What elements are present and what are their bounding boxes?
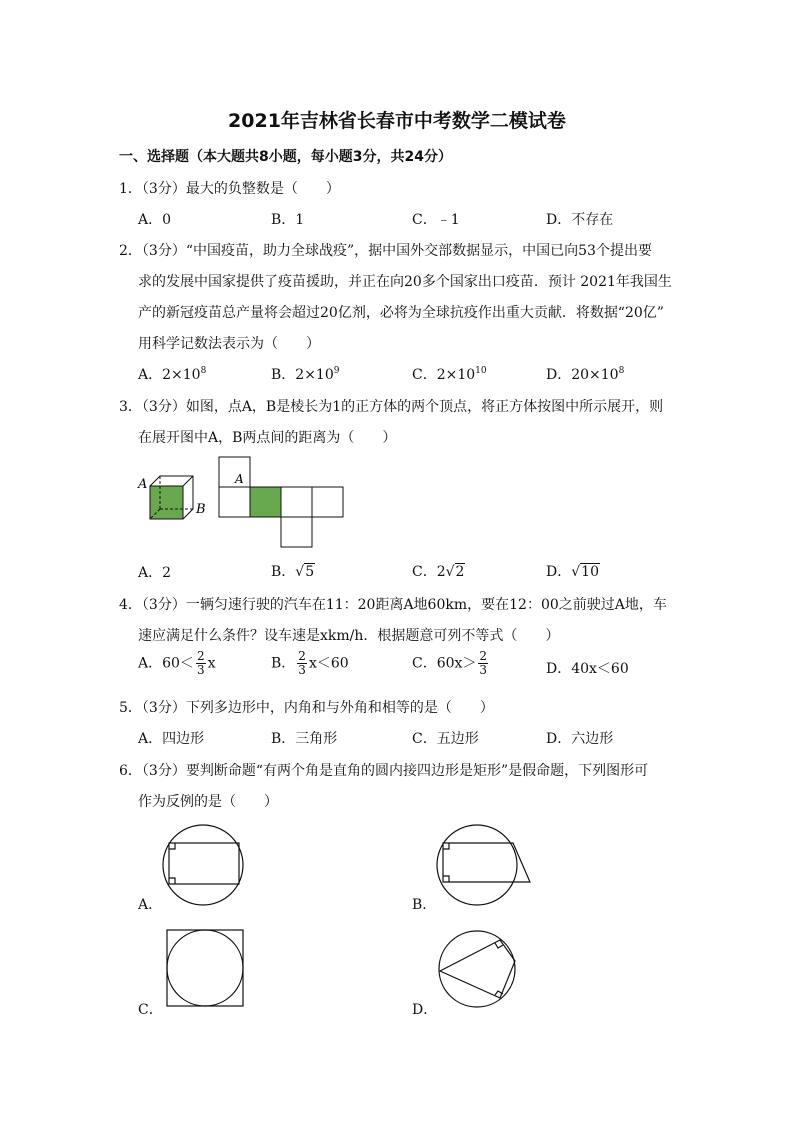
q5-option-c: C．五边形 (412, 731, 479, 747)
q5-stem: 5．（3分）下列多边形中，内角和与外角和相等的是（ ） (119, 700, 494, 716)
q1-option-b: B．1 (271, 212, 305, 228)
q5-option-a: A．四边形 (138, 731, 205, 747)
q2-line3: 产的新冠疫苗总产量将会超过20亿剂，必将为全球抗疫作出重大贡献．将数据“20亿” (138, 305, 664, 321)
q5-option-b: B．三角形 (271, 731, 338, 747)
cube-figure (132, 455, 352, 550)
q6-figure-c (162, 925, 248, 1011)
net-label-a: A (235, 472, 244, 486)
q3-option-a: A．2 (138, 565, 172, 581)
q1-option-d: D．不存在 (546, 212, 614, 228)
q4-line1: 4．（3分）一辆匀速行驶的汽车在11：20距离A地60km，要在12：00之前驶过A地，车 (119, 597, 667, 613)
q1-stem: 1．（3分）最大的负整数是（ ） (119, 181, 340, 197)
q6-figure-b (434, 822, 538, 912)
q2-option-a: A．$2\times 10^8$ (138, 366, 207, 383)
q6-line1: 6．（3分）要判断命题“有两个角是直角的圆内接四边形是矩形”是假命题，下列图形可 (119, 763, 649, 779)
cube-label-b: B (196, 502, 206, 517)
q4-option-a: A．60＜ $\frac{2}{3}$ x (138, 649, 216, 677)
q3-line1: 3．（3分）如图，点A，B是棱长为1的正方体的两个顶点，将正方体按图中所示展开，则 (119, 399, 664, 415)
cube-3d (150, 476, 193, 519)
q4-option-d: D．40x＜60 (546, 661, 629, 677)
q6-line2: 作为反例的是（ ） (138, 794, 278, 810)
q4-line2: 速应满足什么条件？设车速是xkm/h．根据题意可列不等式（ ） (138, 628, 560, 644)
q1-option-a: A．0 (138, 212, 172, 228)
q2-line4: 用科学记数法表示为（ ） (138, 336, 320, 352)
q5-option-d: D．六边形 (546, 731, 614, 747)
q4-option-c: C．60x＞ $\frac{2}{3}$ (412, 649, 488, 677)
q3-option-c: C．2√2 (412, 564, 465, 580)
q6-option-d: D． (412, 1002, 438, 1018)
q6-option-c: C． (138, 1002, 163, 1018)
q3-line2: 在展开图中A，B两点间的距离为（ ） (138, 430, 397, 446)
q3-option-b: B．√5 (271, 564, 315, 580)
page-title: 2021年吉林省长春市中考数学二模试卷 (228, 110, 566, 132)
q2-option-d: D．$20\times 10^8$ (546, 366, 625, 383)
q6-option-a: A． (138, 897, 163, 913)
q6-figure-d (436, 926, 526, 1012)
section-heading: 一、选择题（本大题共8小题，每小题3分，共24分） (119, 149, 452, 165)
q1-option-c: C．﹣1 (412, 212, 460, 228)
q4-option-b: B． $\frac{2}{3}$ x＜60 (271, 649, 349, 677)
q2-option-c: C．$2\times 10^{10}$ (412, 366, 487, 383)
q2-option-b: B．$2\times 10^9$ (271, 366, 340, 383)
q3-option-d: D．√10 (546, 564, 599, 580)
q6-option-b: B． (412, 897, 437, 913)
q6-figure-a (160, 822, 250, 912)
cube-label-a: A (138, 477, 148, 492)
cube-net (219, 457, 343, 547)
q2-line2: 求的发展中国家提供了疫苗援助，并正在向20多个国家出口疫苗．预计 2021年我国生 (138, 274, 672, 290)
q2-line1: 2．（3分）“中国疫苗，助力全球战疫”，据中国外交部数据显示，中国已向53个提出要 (119, 243, 652, 259)
